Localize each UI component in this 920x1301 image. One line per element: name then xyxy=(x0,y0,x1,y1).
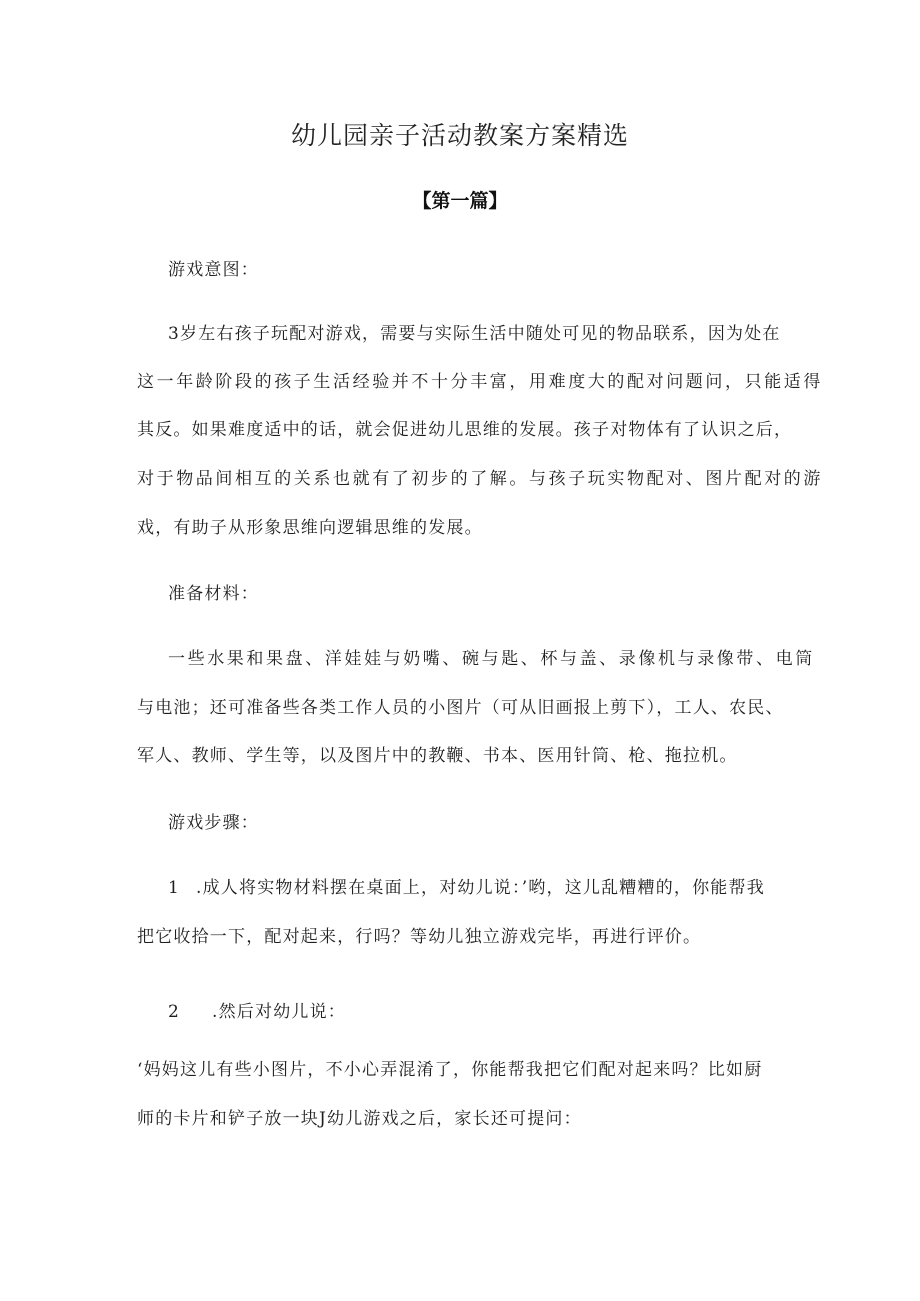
intent-line-1: 3岁左右孩子玩配对游戏，需要与实际生活中随处可见的物品联系，因为处在 xyxy=(168,324,781,344)
step-2-line xyxy=(168,1000,828,1024)
intent-heading: 游戏意图： xyxy=(168,260,259,280)
intent-line-4: 对于物品间相互的关系也就有了初步的了解。与孩子玩实物配对、图片配对的游 xyxy=(137,469,823,489)
quote-line-1: ‘妈妈这儿有些小图片，不小心弄混淆了，你能帮我把它们配对起来吗？比如厨 xyxy=(137,1060,763,1080)
step-1-line-2: 把它收拾一下，配对起来，行吗？等幼儿独立游戏完毕，再进行评价。 xyxy=(137,927,702,947)
steps-heading: 游戏步骤： xyxy=(168,813,259,833)
intent-line-3: 其反。如果难度适中的话，就会促进幼儿思维的发展。孩子对物体有了认识之后， xyxy=(137,420,793,440)
step-2-text: .然后对幼儿说： xyxy=(212,1002,347,1022)
section-heading: 【第一篇】 xyxy=(412,190,508,212)
step-1-number: 1 xyxy=(168,878,181,898)
quote-line-2: 师的卡片和铲子放一块J幼儿游戏之后，家长还可提问： xyxy=(137,1109,582,1129)
step-1-text: .成人将实物材料摆在桌面上，对幼儿说：’哟，这儿乱糟糟的，你能帮我 xyxy=(196,878,765,898)
materials-line-1: 一些水果和果盘、洋娃娃与奶嘴、碗与匙、杯与盖、录像机与录像带、电筒 xyxy=(168,649,815,669)
materials-heading: 准备材料： xyxy=(168,584,259,604)
intent-line-5: 戏，有助子从形象思维向逻辑思维的发展。 xyxy=(137,518,483,538)
materials-line-2: 与电池；还可准备些各类工作人员的小图片（可从旧画报上剪下），工人、农民、 xyxy=(137,698,784,718)
step-1-line-1 xyxy=(168,876,828,900)
materials-line-3: 军人、教师、学生等，以及图片中的教鞭、书本、医用针筒、枪、拖拉机。 xyxy=(137,746,738,766)
intent-line-2: 这一年龄阶段的孩子生活经验并不十分丰富，用难度大的配对问题问，只能适得 xyxy=(137,372,823,392)
document-title: 幼儿园亲子活动教案方案精选 xyxy=(290,121,629,150)
step-2-number: 2 xyxy=(168,1002,181,1022)
